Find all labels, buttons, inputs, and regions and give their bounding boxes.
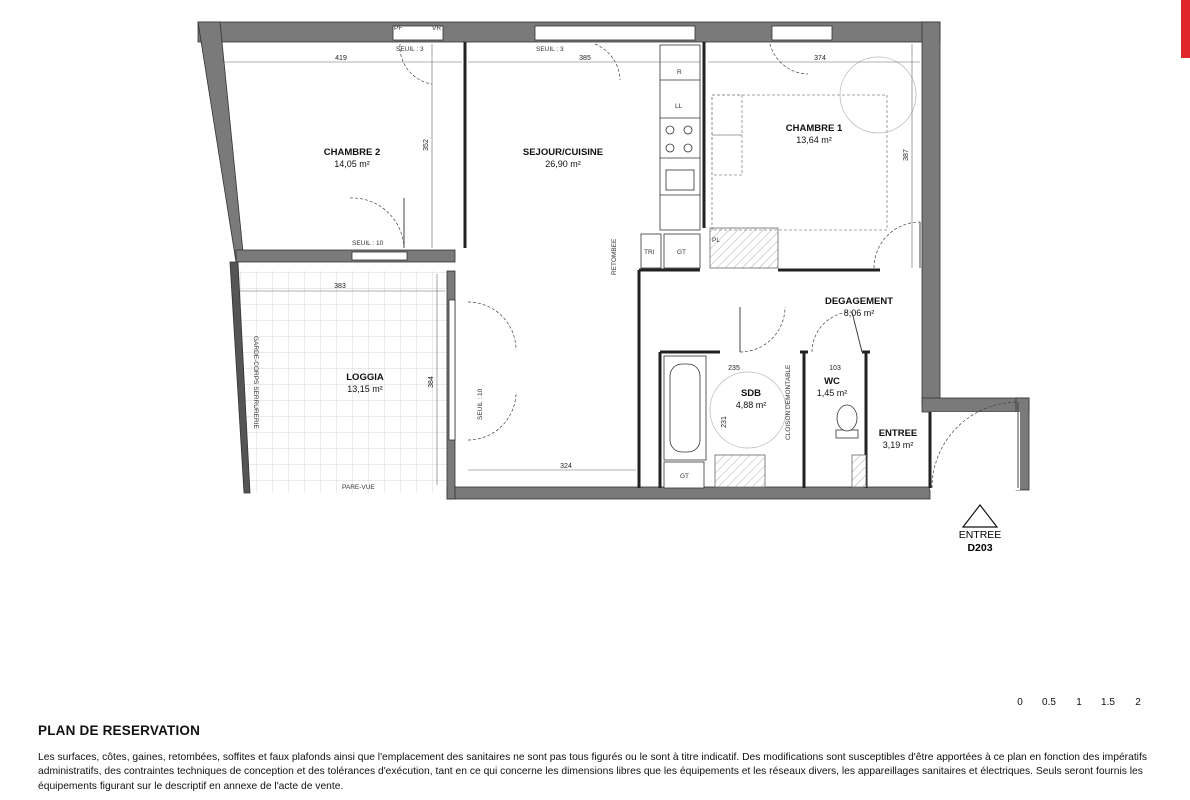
room-area: 3,19 m²	[882, 440, 914, 450]
apartment-code: D203	[967, 542, 993, 554]
bed-outline	[712, 95, 887, 230]
annotation-label: CLOISON DEMONTABLE	[785, 364, 792, 440]
scale-tick-label: 0	[1017, 697, 1023, 708]
dimension-label: 324	[560, 463, 572, 470]
scale-tick-label: 1	[1076, 697, 1082, 708]
fixture-label: PL	[712, 237, 720, 244]
fixture-label: PF	[394, 25, 403, 32]
room-name: CHAMBRE 2	[323, 147, 381, 158]
technical-shafts	[710, 228, 866, 487]
dimension-label: 384	[428, 376, 435, 388]
room-name: CHAMBRE 1	[785, 123, 843, 134]
fixture-label: R	[677, 69, 682, 76]
threshold-label: SEUIL : 10	[477, 388, 484, 420]
disclaimer-line: administratifs, des contraintes techniques de conception et des tolérances d'exécution, tant en ce qui concerne les dimensions libres que les équipements et les réseaux divers, les appareillages sanitaires et électriques. Seuls seront fournis les	[38, 766, 1143, 778]
fixture-label: LL	[675, 103, 683, 110]
room-name: ENTREE	[878, 428, 918, 439]
room-name: WC	[824, 376, 840, 387]
room-area: 1,45 m²	[816, 388, 848, 398]
fixture-label: VR	[432, 25, 442, 32]
threshold-label: SEUIL : 10	[352, 240, 384, 247]
fixture-label: GT	[677, 249, 687, 256]
room-area: 4,88 m²	[735, 400, 767, 410]
threshold-label: SEUIL : 3	[536, 46, 564, 53]
room-name: SEJOUR/CUISINE	[522, 147, 604, 158]
dimension-label: 103	[829, 365, 841, 372]
room-name: DEGAGEMENT	[824, 296, 894, 307]
entrance-label: ENTREE	[958, 529, 1002, 541]
room-area: 13,64 m²	[796, 135, 832, 145]
room-area: 26,90 m²	[545, 159, 581, 169]
dimension-label: 352	[423, 139, 430, 151]
dimension-label: 383	[334, 283, 346, 290]
dimension-label: 231	[721, 416, 728, 428]
scale-tick-label: 0.5	[1042, 697, 1056, 708]
turning-circle-sdb	[710, 372, 786, 448]
room-area: 13,15 m²	[347, 384, 383, 394]
fixture-label: TRI	[644, 249, 655, 256]
dimension-label: 419	[335, 55, 347, 62]
fixture-label: GT	[680, 473, 690, 480]
scale-tick-label: 2	[1135, 697, 1141, 708]
room-name: SDB	[740, 388, 762, 399]
room-name: LOGGIA	[346, 372, 384, 383]
disclaimer-line: Les surfaces, côtes, gaines, retombées, soffites et faux plafonds ainsi que l'emplacement des sanitaires ne sont pas tous figurés ou le sont à titre indicatif. Des modifications sont susceptibles d'être apportées à ce plan en fonction des impératifs	[38, 752, 1147, 763]
dimension-label: 235	[728, 365, 740, 372]
annotation-label: RETOMBEE	[611, 238, 618, 275]
toilet	[836, 405, 858, 438]
annotation-label: GARDE-CORPS SERRURERIE	[252, 336, 259, 429]
annotation-label: PARE-VUE	[342, 484, 375, 491]
threshold-label: SEUIL : 3	[396, 46, 424, 53]
disclaimer-text	[38, 751, 1178, 794]
scale-tick-label: 1.5	[1101, 697, 1115, 708]
disclaimer-line: équipements figurant sur le descriptif en annexe de l'acte de vente.	[38, 780, 344, 792]
room-area: 14,05 m²	[334, 159, 370, 169]
dimension-label: 385	[579, 55, 591, 62]
dimension-label: 374	[814, 55, 826, 62]
bathtub	[664, 356, 706, 460]
loggia-floor	[238, 271, 447, 493]
dimension-label: 387	[903, 149, 910, 161]
entrance-arrow	[963, 505, 997, 527]
room-area: 8,06 m²	[843, 308, 875, 318]
plan-title: PLAN DE RESERVATION	[38, 723, 201, 738]
